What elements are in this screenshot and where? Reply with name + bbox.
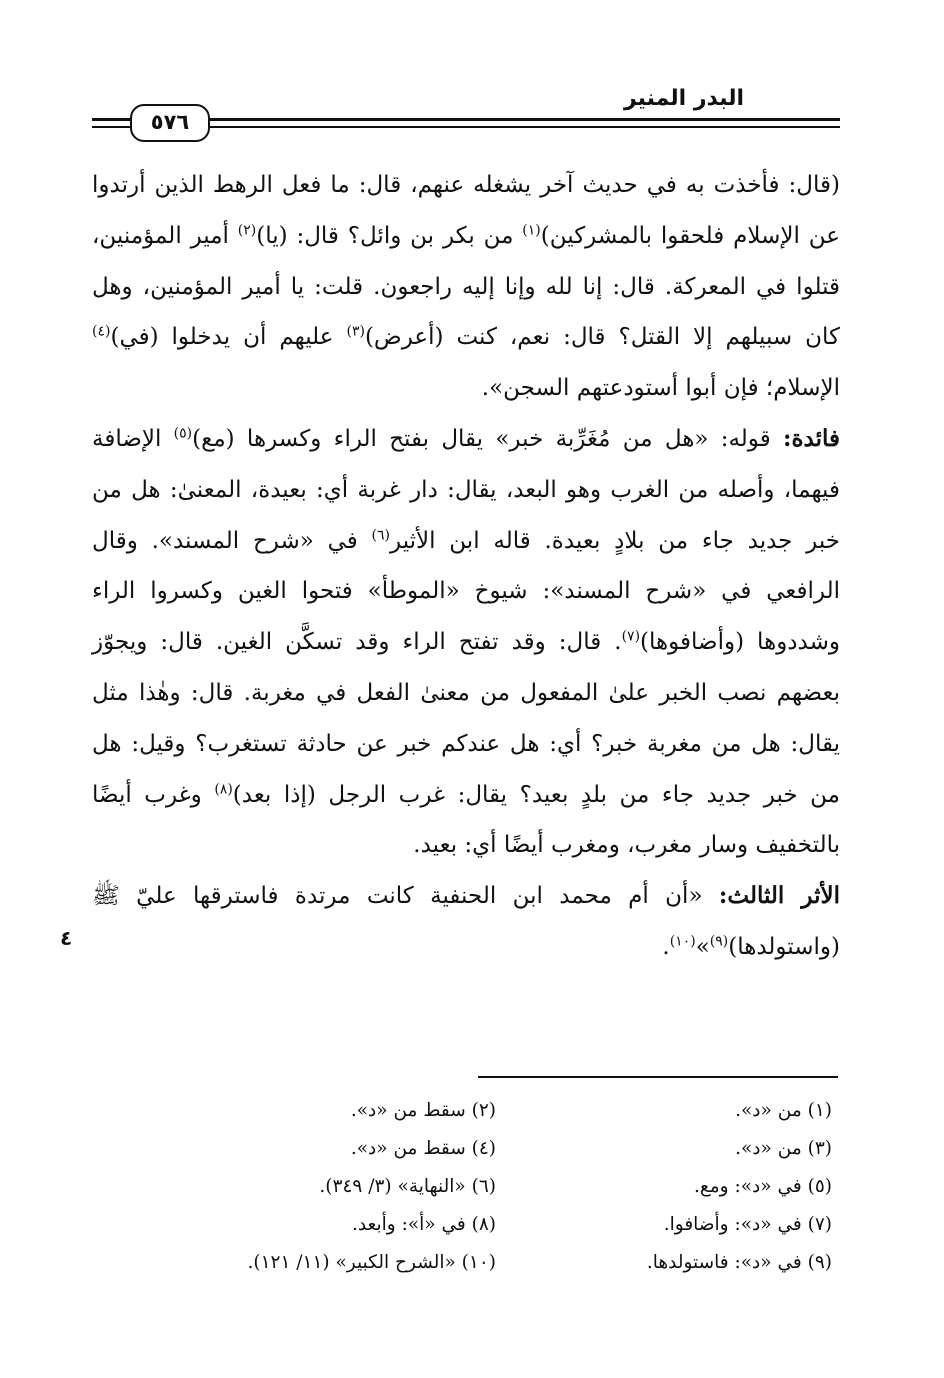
- footnote-ref: (٦): [371, 527, 390, 544]
- text-span: وغرب أيضًا بالتخفيف وسار مغرب، ومغرب أيضًا أي: بعيد.: [92, 781, 840, 859]
- footnote-ref: (٣): [346, 324, 365, 340]
- text-span: عليهم أن يدخلوا (في): [110, 324, 347, 351]
- text-span: الإسلام؛ فإن أبوا أستودعتهم السجن».: [481, 375, 840, 402]
- paragraph-lead: الأثر الثالث:: [718, 882, 840, 910]
- footnote-separator: [478, 1076, 838, 1078]
- text-span: »: [695, 933, 710, 960]
- footnote: (١) من «د».: [735, 1100, 832, 1121]
- footnote: (٨) في «أ»: وأبعد.: [351, 1214, 496, 1235]
- footnote-ref: (٧): [621, 628, 641, 645]
- footnote-ref: (٤): [92, 324, 111, 340]
- marginal-mark: ٤: [60, 926, 73, 950]
- text-span: . قال: وقد تفتح الراء وقد تسكَّن الغين. قال: ويجوّز بعضهم نصب الخبر علىٰ المفعول من معنىٰ الفعل في مغربة. قال: وهٰذا مثل يقال: هل من مغربة خبر؟ أي: هل عندكم خبر عن حادثة تستغرب؟ وقيل: هل من خبر جديد جاء من بلدٍ بعيد؟ يقال: غرب الرجل (إذا بعد): [92, 629, 840, 808]
- page-header: [92, 80, 840, 150]
- footnote: (٦) «النهاية» (٣/ ٣٤٩).: [319, 1176, 496, 1197]
- footnote: (١٠) «الشرح الكبير» (١١/ ١٢١).: [247, 1252, 496, 1273]
- paragraph-narration: [92, 160, 840, 414]
- footnotes: [160, 1092, 832, 1282]
- text-span: قوله: «هل من مُغَرِّبة خبر» يقال بفتح الراء وكسرها (مع): [192, 425, 783, 452]
- main-text: [92, 160, 840, 973]
- footnote: (٩) في «د»: فاستولدها.: [646, 1252, 832, 1273]
- page-number: ٥٧٦: [130, 104, 210, 142]
- footnote-ref: (٢): [237, 222, 257, 239]
- paragraph-third-athar: [92, 871, 840, 973]
- paragraph-lead: فائدة:: [782, 424, 841, 452]
- text-span: «أن أم محمد ابن الحنفية كانت مرتدة فاسترقها عليّ ﷺ (واستولدها): [92, 883, 840, 960]
- paragraph-benefit: [92, 414, 840, 871]
- footnote-ref: (٩): [709, 933, 729, 950]
- footnote-ref: (٥): [173, 425, 193, 442]
- footnote-ref: (٨): [214, 781, 233, 798]
- footnote: (٣) من «د».: [735, 1138, 832, 1159]
- footnote-ref: (١٠): [669, 933, 696, 950]
- footnote: (٥) في «د»: ومع.: [694, 1176, 832, 1197]
- text-span: أمير المؤمنين، قتلوا في المعركة. قال: إنا لله وإنا إليه راجعون. قلت: يا أمير المؤمنين، وهل كان سبيلهم إلا القتل؟ قال: نعم، كنت (أعرض): [92, 222, 841, 351]
- text-span: من بكر بن وائل؟ قال: (يا): [256, 222, 523, 249]
- footnote: (٢) سقط من «د».: [350, 1100, 496, 1121]
- footnote-ref: (١): [522, 222, 541, 239]
- text-span: في «شرح المسند». وقال الرافعي في «شرح المسند»: شيوخ «الموطأ» فتحوا الغين وكسروا الراء وشددوها (وأضافوها): [92, 527, 840, 656]
- text-span: .: [662, 933, 670, 960]
- footnote: (٧) في «د»: وأضافوا.: [663, 1214, 832, 1235]
- running-title: البدر المنير: [623, 86, 744, 111]
- footnote: (٤) سقط من «د».: [350, 1138, 496, 1159]
- text-span: الإضافة فيهما، وأصله من الغرب وهو البعد، يقال: دار غربة أي: بعيدة، المعنىٰ: هل من خبر جديد جاء من بلادٍ بعيدة. قاله ابن الأثير: [92, 425, 841, 554]
- text-span: (قال: فأخذت به في حديث آخر يشغله عنهم، قال: ما فعل الرهط الذين أرتدوا عن الإسلام فلحقوا بالمشركين): [92, 172, 840, 249]
